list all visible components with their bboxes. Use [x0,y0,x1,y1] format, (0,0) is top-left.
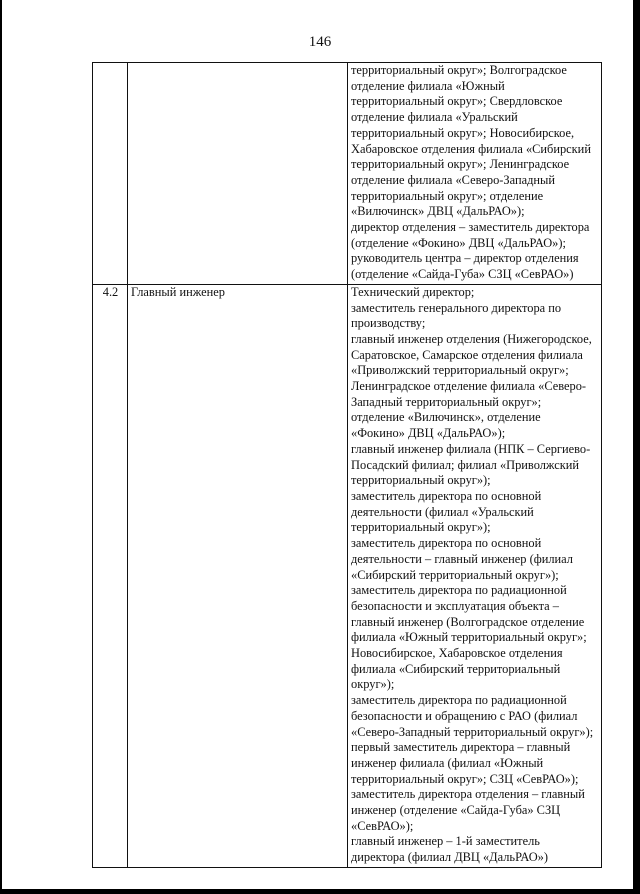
text-line: «Приволжский территориальный округ»; [351,363,569,378]
row-number-cell [93,63,128,285]
text-line: Западный территориальный округ»; [351,394,542,409]
text-line: первый заместитель директора – главный [351,740,571,755]
table-row [93,63,602,285]
text-line: территориальный округ»; отделение [351,188,544,203]
text-line: директора (филиал ДВЦ «ДальРАО») [351,850,548,865]
text-line: территориальный округ»; Ленинградское [351,157,570,172]
text-line: территориальный округ»; СЗЦ «СевРАО»); [351,771,579,786]
text-line: безопасности и обращению с РАО (филиал [351,708,578,723]
text-line: Саратовское, Самарское отделения филиала [351,347,583,362]
text-line: филиала «Сибирский территориальный [351,661,561,676]
text-line: инженер (отделение «Сайда-Губа» СЗЦ [351,803,561,818]
text-line: (отделение «Сайда-Губа» СЗЦ «СевРАО») [351,267,574,282]
text-line: территориальный округ»; Новосибирское, [351,125,575,140]
text-line: главный инженер – 1-й заместитель [351,834,540,849]
text-line: производству; [351,316,426,331]
text-line: заместитель директора по радиационной [351,693,567,708]
text-line: Посадский филиал; филиал «Приволжский [351,457,580,472]
row-number-cell: 4.2 [93,284,128,867]
position-title-cell: Главный инженер [128,284,348,867]
text-line: безопасности и эксплуатация объекта – [351,598,559,613]
text-line: «СевРАО»); [351,818,414,833]
text-line: Ленинградское отделение филиала «Северо- [351,379,587,394]
text-line: руководитель центра – директор отделения [351,251,579,266]
text-line: заместитель директора по радиационной [351,583,567,598]
text-line: отделение филиала «Уральский [351,110,518,125]
text-line: заместитель директора по основной [351,536,542,551]
text-line: «Сибирский территориальный округ»); [351,567,559,582]
text-line: Технический директор; [351,284,475,299]
position-title-cell [128,63,348,285]
text-line: главный инженер филиала (НПК – Сергиево- [351,441,591,456]
text-line: деятельности (филиал «Уральский [351,504,534,519]
text-line: «Вилючинск» ДВЦ «ДальРАО»); [351,204,525,219]
text-line: заместитель директора отделения – главный [351,787,585,802]
text-line: «Северо-Западный территориальный округ»); [351,724,594,739]
page-number: 146 [308,34,332,50]
text-line: отделение «Вилючинск», отделение [351,410,541,425]
page-edge-bottom [0,889,640,894]
text-line: инженер филиала (филиал «Южный [351,755,544,770]
text-line: территориальный округ»; Свердловское [351,94,563,109]
text-line: заместитель генерального директора по [351,300,562,315]
page-edge-left [0,0,2,894]
table-row [93,284,602,867]
text-line: территориальный округ»; Волгоградское [351,63,567,77]
text-line: Новосибирское, Хабаровское отделения [351,646,563,661]
text-line: заместитель директора по основной [351,488,542,503]
text-line: территориальный округ»); [351,473,491,488]
text-line: отделение филиала «Южный [351,78,505,93]
text-line: округ»); [351,677,395,692]
text-line: деятельности – главный инженер (филиал [351,551,573,566]
text-line: директор отделения – заместитель директора [351,220,590,235]
text-line: Хабаровское отделения филиала «Сибирский [351,141,591,156]
equivalent-positions-cell [348,63,602,285]
text-line: «Фокино» ДВЦ «ДальРАО»); [351,426,506,441]
text-line: территориальный округ»); [351,520,491,535]
text-line: (отделение «Фокино» ДВЦ «ДальРАО»); [351,235,566,250]
text-line: филиала «Южный территориальный округ»; [351,630,587,645]
text-line: главный инженер отделения (Нижегородское, [351,331,592,346]
text-line: главный инженер (Волгоградское отделение [351,614,585,629]
text-line: отделение филиала «Северо-Западный [351,172,555,187]
positions-table [92,62,602,868]
equivalent-positions-cell [348,284,602,867]
page-edge-right [633,0,640,894]
